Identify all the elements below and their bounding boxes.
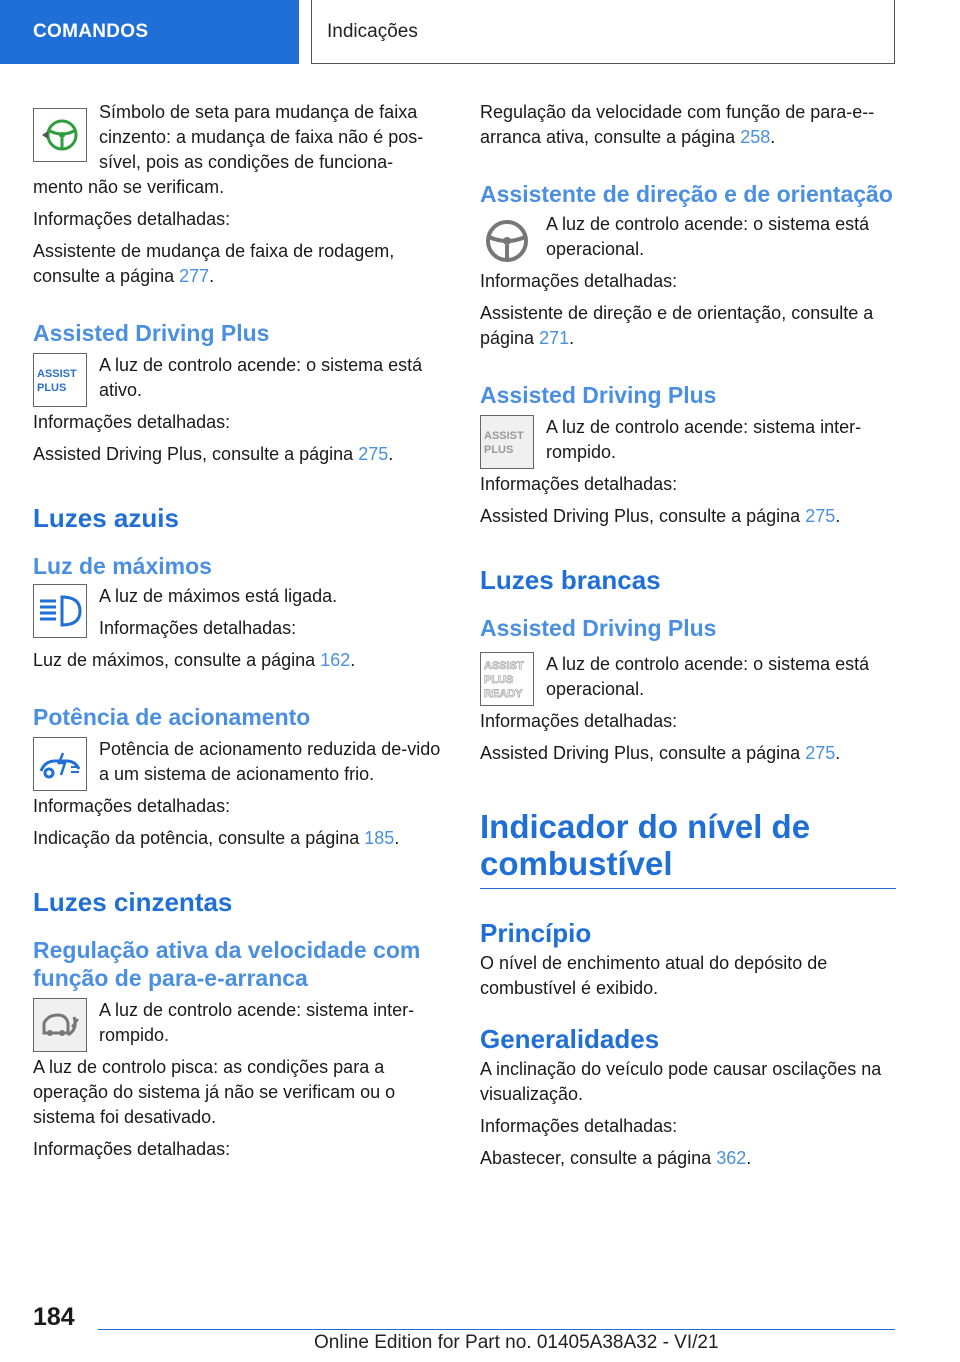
acc-stop-go-icon [33,998,87,1052]
adp2-text: A luz de controlo acende: sistema inter-rompido. [546,417,862,462]
steer-info: Informações detalhadas: [480,271,678,291]
svg-text:PLUS: PLUS [37,382,67,394]
assist-plus-ready-icon [480,652,534,706]
edition-footer: Online Edition for Part no. 01405A38A32 - VI/21 [314,1332,719,1353]
steer-text: A luz de controlo acende: o sistema está operacional. [546,214,870,259]
svg-text:ASSIST: ASSIST [37,368,77,380]
steer-ref: Assistente de direção e de orientação, consulte a página 271. [480,303,874,348]
adp-ref: Assisted Driving Plus, consulte a página 275. [33,444,394,464]
adp-text: A luz de controlo acende: o sistema está ativo. [99,355,423,400]
left-column [33,100,443,1162]
principle-text: O nível de enchimento atual do depósito de combustível é exibido. [480,953,828,998]
assist-plus-icon [33,353,87,407]
svg-text:PLUS: PLUS [484,674,514,686]
right-column [480,100,896,1171]
general-ref: Abastecer, consulte a página 362. [480,1148,752,1168]
drive-power-icon [33,737,87,791]
svg-text:ASSIST: ASSIST [484,430,524,442]
assisted-driving-plus-gray-heading: Assisted Driving Plus [480,382,717,408]
general-info: Informações detalhadas: [480,1116,678,1136]
lane-info: Informações detalhadas: [33,209,231,229]
page-number: 184 [33,1303,75,1331]
hb-text: A luz de máximos está ligada. [99,586,338,606]
pow-ref: Indicação da potência, consulte a página 185. [33,828,400,848]
adp3-info: Informações detalhadas: [480,711,678,731]
white-lights-heading: Luzes brancas [480,565,661,595]
pow-info: Informações detalhadas: [33,796,231,816]
section-tab: COMANDOS [0,0,299,64]
steering-wheel-icon [480,214,534,268]
steering-assist-heading: Assistente de direção e de orientação [480,181,893,207]
page-link-162[interactable]: 162 [320,650,351,670]
page-link-271[interactable]: 271 [539,328,570,348]
general-heading: Generalidades [480,1024,660,1054]
assisted-driving-plus-ready-heading: Assisted Driving Plus [480,615,717,641]
acc-ref: Regulação da velocidade com função de para-e--arranca ativa, consulte a página 258. [480,102,875,147]
page-link-258[interactable]: 258 [740,127,771,147]
svg-text:READY: READY [484,688,523,700]
assist-plus-gray-icon [480,415,534,469]
page-link-275c[interactable]: 275 [805,743,836,763]
adp2-info: Informações detalhadas: [480,474,678,494]
drive-power-heading: Potência de acionamento [33,704,311,730]
adp2-ref: Assisted Driving Plus, consulte a página 275. [480,506,841,526]
principle-heading: Princípio [480,918,592,948]
high-beam-icon [33,584,87,638]
footer-divider [98,1329,895,1330]
adp3-text: A luz de controlo acende: o sistema está operacional. [546,654,870,699]
lane-change-icon [33,108,87,162]
page-link-362[interactable]: 362 [716,1148,747,1168]
assisted-driving-plus-heading: Assisted Driving Plus [33,320,270,346]
chapter-title: Indicações [311,0,895,64]
svg-text:ASSIST: ASSIST [484,660,524,672]
acc-heading: Regulação ativa da velocidade com função de para-e-arranca [33,937,421,991]
page-link-185[interactable]: 185 [364,828,395,848]
lane-text: Símbolo de seta para mudança de faixa cinzento: a mudança de faixa não é pos-sível, pois as condições de funciona-mento não se verificam. [33,102,424,197]
hb-info: Informações detalhadas: [99,618,297,638]
lane-ref: Assistente de mudança de faixa de rodagem, consulte a página 277. [33,241,395,286]
pow-text: Potência de acionamento reduzida de-vido a um sistema de acionamento frio. [99,739,441,784]
high-beam-heading: Luz de máximos [33,553,212,579]
page-link-275[interactable]: 275 [358,444,389,464]
adp-info: Informações detalhadas: [33,412,231,432]
page-link-275b[interactable]: 275 [805,506,836,526]
acc-blink: A luz de controlo pisca: as condições para a operação do sistema já não se verificam ou o sistema foi desativado. [33,1057,396,1127]
page-link-277[interactable]: 277 [179,266,210,286]
acc-text: A luz de controlo acende: sistema inter-rompido. [99,1000,415,1045]
svg-text:PLUS: PLUS [484,444,514,456]
general-text: A inclinação do veículo pode causar oscilações na visualização. [480,1059,882,1104]
acc-info: Informações detalhadas: [33,1139,231,1159]
hb-ref: Luz de máximos, consulte a página 162. [33,650,356,670]
fuel-gauge-section-title: Indicador do nível de combustível [480,808,896,889]
blue-lights-heading: Luzes azuis [33,503,179,533]
adp3-ref: Assisted Driving Plus, consulte a página 275. [480,743,841,763]
gray-lights-heading: Luzes cinzentas [33,887,233,917]
